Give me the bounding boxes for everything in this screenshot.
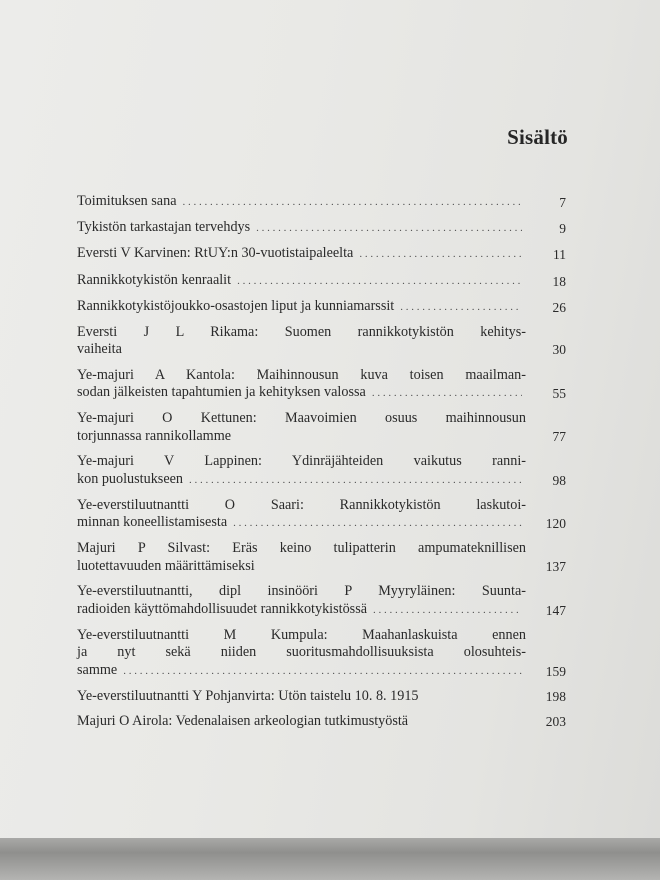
toc-line-text: Ye-everstiluutnantti, dipl insinööri P Myyryläinen: Suunta- <box>77 583 526 600</box>
toc-page-number: 55 <box>552 386 566 402</box>
toc-entry-line <box>77 627 526 645</box>
toc-entry-line <box>77 558 526 576</box>
toc-line-text: Ye-majuri V Lappinen: Ydinräjähteiden vaikutus ranni- <box>77 453 526 469</box>
toc-entry-line <box>77 341 526 359</box>
toc-entry-title <box>77 298 526 317</box>
toc-page-number: 98 <box>552 472 566 488</box>
toc-entry <box>77 688 566 706</box>
toc-entry-title <box>77 367 526 403</box>
toc-entry <box>77 410 566 445</box>
toc-line-text: Rannikkotykistön kenraalit <box>77 271 232 288</box>
toc-entry-title <box>77 245 526 264</box>
toc-page-number: 26 <box>552 299 566 315</box>
toc-page-number: 198 <box>545 688 566 704</box>
toc-entry <box>77 713 566 731</box>
toc-entry <box>77 453 566 489</box>
toc-line-text: Majuri P Silvast: Eräs keino tulipatterin ampumateknillisen <box>77 540 526 557</box>
toc-entry-line <box>77 367 526 385</box>
toc-line-text: Majuri O Airola: Vedenalaisen arkeologian tutkimustyöstä <box>77 713 409 730</box>
toc-line-text: Toimituksen sana <box>77 193 177 209</box>
toc-line-text: samme <box>77 661 118 678</box>
toc-entry-title <box>77 453 526 489</box>
toc-entry-line <box>77 644 526 662</box>
toc-line-text: sodan jälkeisten tapahtumien ja kehityksen valossa <box>77 384 366 401</box>
toc-entry-title <box>77 583 526 619</box>
dot-leader <box>359 246 522 264</box>
toc-entry-line <box>77 662 526 681</box>
toc-entry-line <box>77 245 526 264</box>
toc-entry-line <box>77 688 526 706</box>
toc-page-number: 137 <box>545 558 566 574</box>
toc-line-text: ja nyt sekä niiden suoritusmahdollisuuksista olosuhteis- <box>77 644 526 661</box>
toc-entry <box>77 324 566 359</box>
toc-entry-line <box>77 384 526 403</box>
toc-entry <box>77 367 566 403</box>
toc-line-text: minnan koneellistamisesta <box>77 514 228 531</box>
toc-entry-title <box>77 193 526 212</box>
toc-entry-title <box>77 497 526 533</box>
toc-line-text: Rannikkotykistöjoukko-osastojen liput ja kunniamarssit <box>77 297 395 314</box>
toc-line-text: Tykistön tarkastajan tervehdys <box>77 219 251 236</box>
toc-page-number: 77 <box>552 428 566 444</box>
page-bottom-edge <box>0 838 660 880</box>
toc-line-text: Eversti V Karvinen: RtUY:n 30-vuotistaipaleelta <box>77 245 354 262</box>
toc-entry <box>77 298 566 317</box>
dot-leader <box>123 663 522 681</box>
toc-entry-line <box>77 583 526 601</box>
toc-entry-title <box>77 688 526 706</box>
toc-line-text: Ye-everstiluutnantti O Saari: Rannikkotykistön laskutoi- <box>77 496 526 513</box>
page-title: Sisältö <box>507 125 568 149</box>
toc-entry-title <box>77 410 526 445</box>
dot-leader <box>256 220 522 238</box>
dot-leader <box>183 194 523 212</box>
toc-line-text: kon puolustukseen <box>77 470 184 487</box>
toc-entry <box>77 219 566 238</box>
toc-page-number: 120 <box>545 516 566 532</box>
toc-entry <box>77 193 566 212</box>
toc-entry-line <box>77 497 526 515</box>
toc-entry-line <box>77 272 526 291</box>
toc-line-text: luotettavuuden määrittämiseksi <box>77 557 255 574</box>
toc-page-number: 147 <box>545 602 566 618</box>
toc-entry-title <box>77 219 526 238</box>
toc-page-number: 9 <box>559 221 566 237</box>
toc-page-number: 203 <box>545 714 566 730</box>
toc-entry-title <box>77 540 526 575</box>
toc-entry-line <box>77 713 526 731</box>
toc-entry-line <box>77 428 526 446</box>
toc-page-number: 11 <box>553 247 566 263</box>
toc-line-text: Eversti J L Rikama: Suomen rannikkotykistön kehitys- <box>77 323 526 340</box>
toc-entry-line <box>77 514 526 533</box>
toc-line-text: vaiheita <box>77 341 122 358</box>
dot-leader <box>372 385 522 403</box>
toc-page-number: 30 <box>552 342 566 358</box>
toc-entry <box>77 583 566 619</box>
toc-entry-line <box>77 193 526 212</box>
toc-entry <box>77 272 566 291</box>
dot-leader <box>400 299 522 317</box>
toc-line-text: radioiden käyttömahdollisuudet rannikkotykistössä <box>77 600 368 617</box>
toc-line-text: Ye-majuri O Kettunen: Maavoimien osuus maihinnousun <box>77 410 526 427</box>
toc-entry-line <box>77 453 526 471</box>
toc-line-text: Ye-majuri A Kantola: Maihinnousun kuva toisen maailman- <box>77 366 526 383</box>
dot-leader <box>189 472 522 490</box>
toc-entry <box>77 497 566 533</box>
toc-entry <box>77 540 566 575</box>
toc-entry-line <box>77 540 526 558</box>
toc-entry <box>77 627 566 681</box>
toc-page-number: 7 <box>559 195 566 210</box>
dot-leader <box>237 273 522 291</box>
table-of-contents <box>77 193 566 738</box>
toc-page-number: 18 <box>552 273 566 289</box>
toc-line-text: Ye-everstiluutnantti Y Pohjanvirta: Utön taistelu 10. 8. 1915 <box>77 687 419 704</box>
toc-entry-line <box>77 410 526 428</box>
toc-entry-line <box>77 324 526 342</box>
toc-entry <box>77 245 566 264</box>
toc-entry-line <box>77 298 526 317</box>
toc-entry-title <box>77 324 526 359</box>
toc-entry-title <box>77 627 526 681</box>
toc-entry-line <box>77 219 526 238</box>
toc-entry-line <box>77 601 526 620</box>
toc-entry-title <box>77 713 526 731</box>
toc-line-text: torjunnassa rannikollamme <box>77 427 232 444</box>
dot-leader <box>233 515 522 533</box>
dot-leader <box>373 602 522 620</box>
toc-entry-title <box>77 272 526 291</box>
toc-page-number: 159 <box>545 663 566 679</box>
toc-line-text: Ye-everstiluutnantti M Kumpula: Maahanlaskuista ennen <box>77 626 526 643</box>
toc-entry-line <box>77 471 526 490</box>
